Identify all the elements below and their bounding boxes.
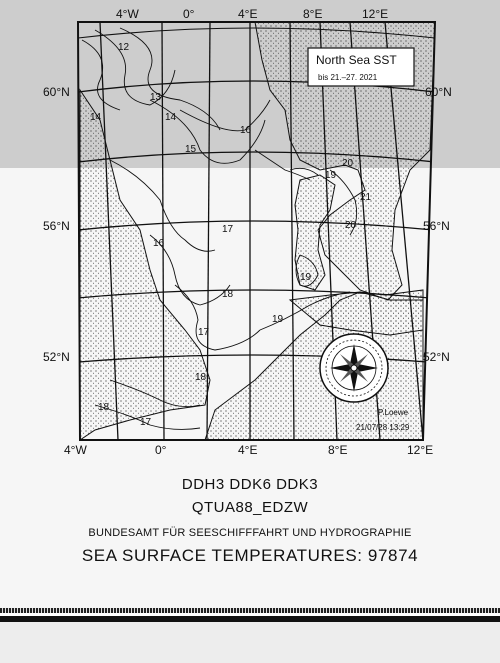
contour-label: 18 [222,289,234,300]
bulletin-id: QTUA88_EDZW [191,499,309,516]
agency-name: BUNDESAMT FÜR SEESCHIFFFAHRT UND HYDROGRAPHIE [88,527,412,539]
contour-label: 20 [342,158,354,169]
map-author: P.Loewe [378,408,409,417]
contour-label: 16 [240,125,252,136]
map-title: North Sea SST [316,53,397,67]
contour-label: 14 [165,112,177,123]
fax-border-dotted [0,608,500,613]
contour-label: 16 [153,238,165,249]
contour-label: 13 [150,92,162,103]
latitude-label: 60°N [43,85,70,99]
top-longitude-labels [116,7,388,21]
latitude-label: 52°N [423,350,450,364]
contour-label: 21 [360,192,372,203]
contour-label: 19 [300,272,312,283]
product-title: SEA SURFACE TEMPERATURES: 97874 [81,546,419,565]
latitude-label: 52°N [43,350,70,364]
contour-label: 18 [195,372,207,383]
latitude-label: 56°N [423,219,450,233]
contour-label: 17 [222,224,234,235]
longitude-label: 8°E [303,7,323,21]
longitude-label: 0° [183,7,195,21]
map-date-range: bis 21.–27. 2021 [318,73,378,82]
contour-label: 17 [140,417,152,428]
scan-background-bottom [0,622,500,663]
longitude-label: 12°E [407,443,434,457]
compass-rose-seal [320,334,388,402]
contour-label: 17 [198,327,210,338]
longitude-label: 12°E [362,7,389,21]
longitude-label: 4°W [116,7,139,21]
contour-label: 14 [90,112,102,123]
longitude-label: 8°E [328,443,348,457]
contour-label: 15 [185,144,197,155]
map-timestamp: 21/07/28 13:29 [356,423,410,432]
contour-label: 19 [272,314,284,325]
contour-label: 20 [345,220,357,231]
longitude-label: 4°E [238,443,258,457]
longitude-label: 0° [155,443,167,457]
left-latitude-labels [43,85,70,364]
station-codes: DDH3 DDK6 DDK3 [181,476,319,493]
latitude-label: 56°N [43,219,70,233]
longitude-label: 4°E [238,7,258,21]
latitude-label: 60°N [425,85,452,99]
contour-label: 19 [325,170,337,181]
longitude-label: 4°W [64,443,87,457]
bottom-longitude-labels [64,443,433,457]
contour-label: 18 [98,402,110,413]
land-britain [80,90,210,440]
contour-label: 12 [118,42,130,53]
